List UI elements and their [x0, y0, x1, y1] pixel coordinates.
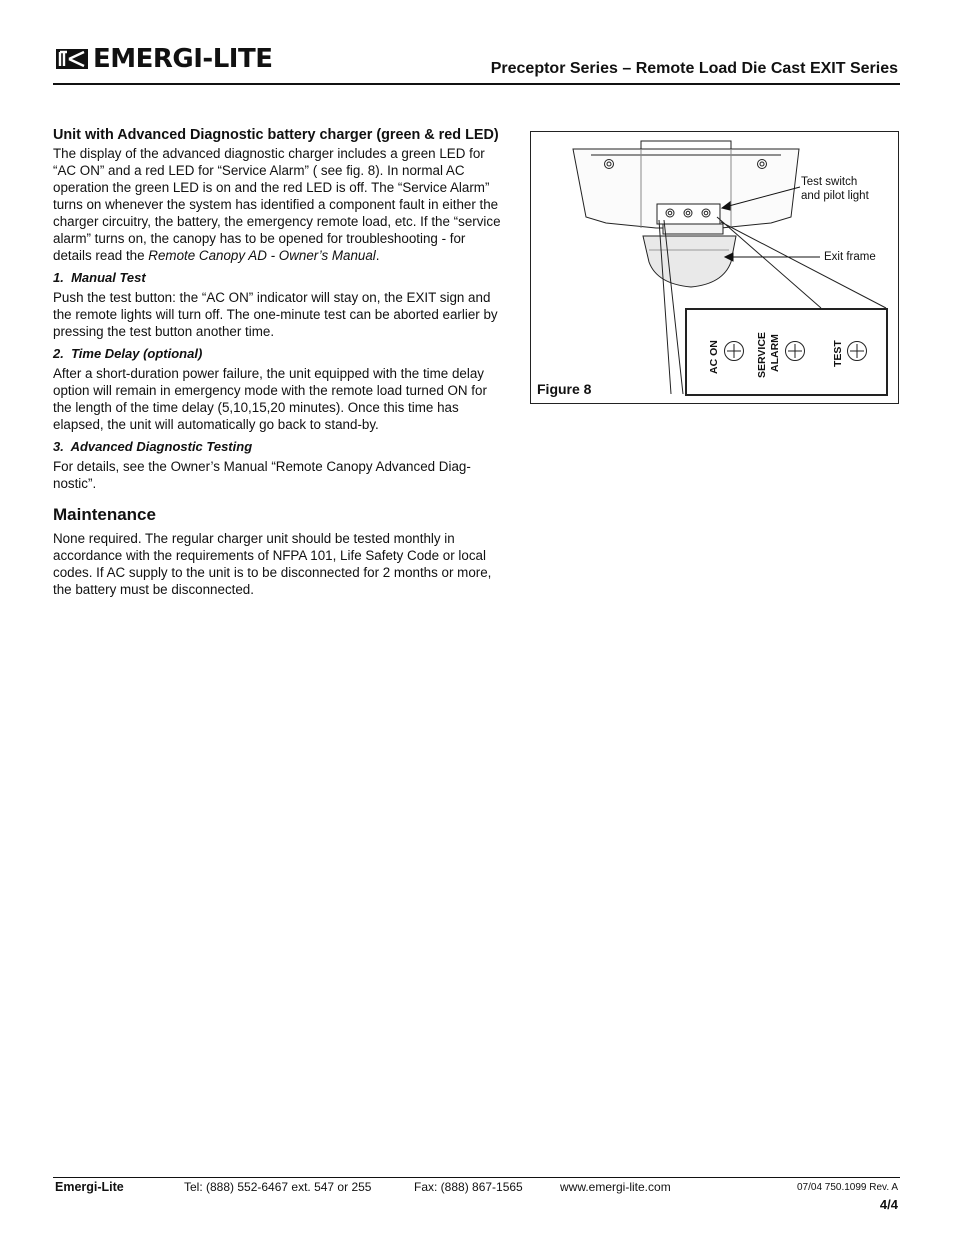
section-heading: Unit with Advanced Diagnostic battery charger (green & red LED): [53, 127, 499, 143]
section-intro: [53, 145, 503, 264]
footer-fax: Fax: (888) 867-1565: [414, 1180, 523, 1194]
exit-sign-diagram: [531, 132, 900, 405]
callout-test-switch: [801, 175, 869, 203]
footer-phone: Tel: (888) 552-6467 ext. 547 or 255: [184, 1180, 372, 1194]
footer-revision: 07/04 750.1099 Rev. A: [796, 1182, 898, 1193]
footer-website[interactable]: www.emergi-lite.com: [560, 1180, 671, 1194]
label-test: TEST: [832, 340, 844, 367]
footer-brand: Emergi-Lite: [55, 1180, 124, 1194]
manual-reference: Remote Canopy AD - Owner’s Manual: [148, 248, 376, 263]
callout-exit-frame: Exit frame: [824, 251, 876, 263]
footer-divider: [53, 1177, 900, 1178]
label-service: SERVICE: [756, 332, 768, 378]
label-alarm: ALARM: [769, 334, 781, 372]
intro-end: .: [375, 248, 380, 263]
service-alarm-indicator: [786, 342, 805, 361]
maintenance-body: None required. The regular charger unit should be tested monthly in accordance with the requirements of NFPA 101, Life Safety Code or local codes. If AC supply to the unit is to be disconnected for 2 months or more, the battery must be disconnected.: [53, 531, 492, 597]
maintenance-heading: Maintenance: [53, 505, 156, 524]
callout-test-line2: and pilot light: [801, 190, 869, 202]
brand-logo: [55, 44, 272, 74]
figure-caption: Figure 8: [537, 381, 592, 397]
label-ac-on: AC ON: [708, 340, 720, 374]
page-number: 4/4: [879, 1197, 898, 1212]
header-divider: [53, 83, 900, 85]
time-delay-body: After a short-duration power failure, the unit equipped with the time delay option will remain in emergency mode with the remote load turned ON for the length of the time delay (5,10,15,20 minutes). Once this time has elapsed, the unit will automatically go back to stand-by.: [53, 366, 487, 432]
subheading-manual-test: 1. Manual Test: [53, 270, 146, 285]
subheading-time-delay: 2. Time Delay (optional): [53, 346, 203, 361]
logo-text: EMERGI-LITE: [93, 44, 273, 74]
callout-test-line1: Test switch: [801, 176, 858, 188]
subheading-advanced-diagnostic: 3. Advanced Diagnostic Testing: [53, 439, 253, 454]
ac-on-indicator: [725, 342, 744, 361]
emergi-lite-logo-icon: [55, 46, 89, 72]
advanced-diagnostic-body: For details, see the Owner’s Manual “Remote Canopy Advanced Diag-nostic”.: [53, 459, 471, 491]
manual-test-body: Push the test button: the “AC ON” indicator will stay on, the EXIT sign and the remote lights will turn off. The one-minute test can be aborted earlier by pressing the test button another time.: [53, 290, 498, 339]
test-button: [848, 342, 867, 361]
figure-8: [530, 131, 899, 404]
intro-text: The display of the advanced diagnostic charger includes a green LED for “AC ON” and a red LED for “Service Alarm” ( see fig. 8). In normal AC operation the green LED is on and the red LED is off. The “Service Alarm” turns on whenever the system has identified a component fault in either the charger circuitry, the battery, the emergency remote load, etc. If the “service alarm” turns on, the canopy has to be opened for troubleshooting - for details read the: [53, 146, 501, 263]
document-title: Preceptor Series – Remote Load Die Cast EXIT Series: [490, 60, 898, 77]
main-column: [53, 126, 503, 598]
